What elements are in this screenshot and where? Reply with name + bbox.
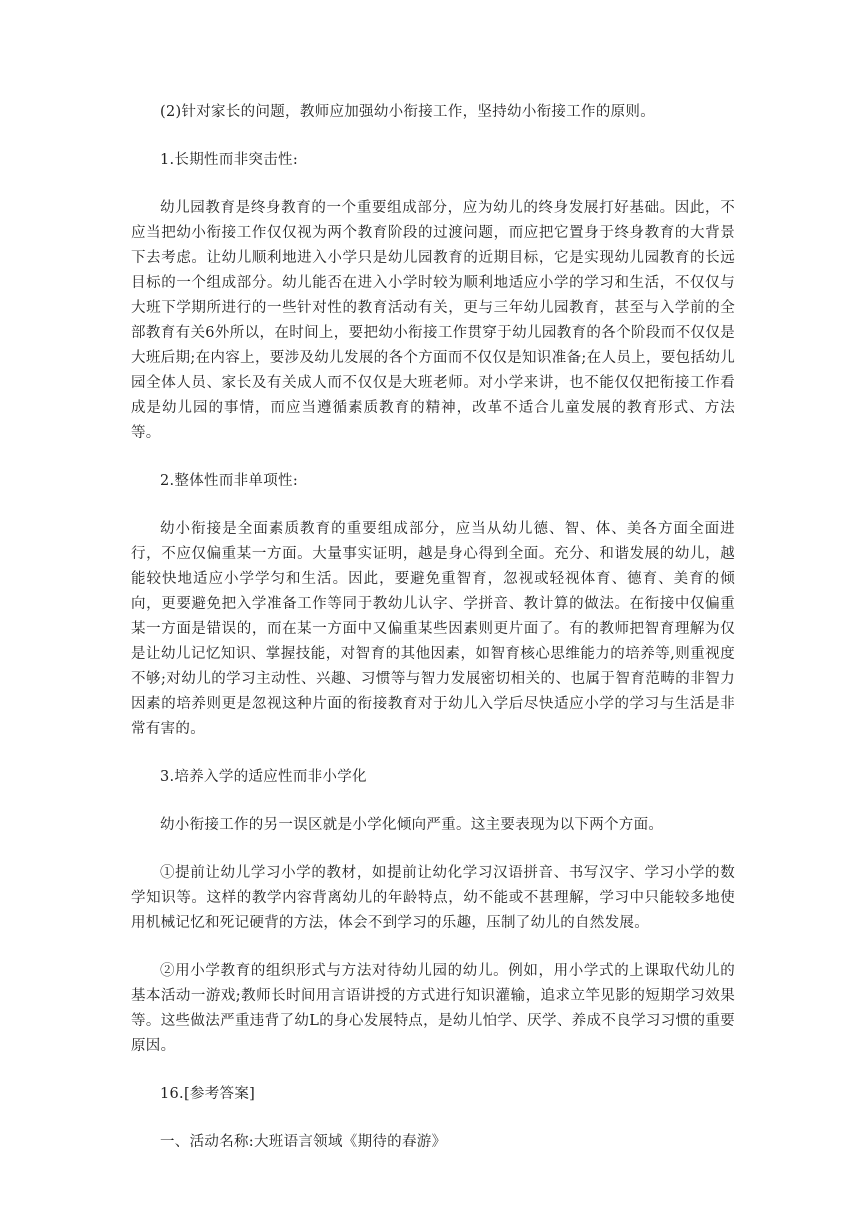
heading-activity-name: 一、活动名称:大班语言领域《期待的春游》: [160, 1134, 447, 1150]
paragraph-holistic: 幼小衔接是全面素质教育的重要组成部分，应当从幼儿德、智、体、美各方面全面进行，不应仅偏重某一方面。大量事实证明，越是身心得到全面。充分、和谐发展的幼儿，越能较快地适应小学学匀和生活。因此，要避免重智育，忽视或轻视体育、德育、美育的倾向，更要避免把入学准备工作等同于教幼儿认字、学拼音、教计算的做法。在衔接中仅偏重某一方面是错误的，而在某一方面中又偏重某些因素则更片面了。有的教师把智育理解为仅是让幼儿记忆知识、掌握技能，对智育的其他因素，如智育核心思维能力的培养等,则重视度不够;对幼儿的学习主动性、兴趣、习惯等与智力发展密切相关的、也属于智育范畴的非智力因素的培养则更是忽视这种片面的衔接教育对于幼儿入学后尽快适应小学的学习与生活是非常有害的。: [131, 521, 735, 737]
heading-holistic: 2.整体性而非单项性:: [160, 473, 299, 489]
heading-long-term: 1.长期性而非突击性:: [160, 152, 299, 168]
heading-adaptability: 3.培养入学的适应性而非小学化: [160, 769, 367, 785]
document-page: [131, 100, 735, 1178]
paragraph-long-term: 幼儿园教育是终身教育的一个重要组成部分，应为幼儿的终身发展打好基础。因此，不应当把幼小衔接工作仅仅视为两个教育阶段的过渡问题，而应把它置身于终身教育的大背景下去考虑。让幼儿顺利地进入小学只是幼儿园教育的近期目标，它是实现幼儿园教育的长远目标的一个组成部分。幼儿能否在进入小学时较为顺利地适应小学的学习和生活，不仅仅与大班下学期所进行的一些针对性的教育活动有关，更与三年幼儿园教育，甚至与入学前的全部教育有关6外所以，在时间上，要把幼小衔接工作贯穿于幼儿园教育的各个阶段而不仅仅是大班后期;在内容上，要涉及幼儿发展的各个方面而不仅仅是知识准备;在人员上，要包括幼儿园全体人员、家长及有关成人而不仅仅是大班老师。对小学来讲，也不能仅仅把衔接工作看成是幼儿园的事情，而应当遵循素质教育的精神，改革不适合儿童发展的教育形式、方法等。: [131, 200, 735, 441]
paragraph-point-one: ①提前让幼儿学习小学的教材，如提前让幼化学习汉语拼音、书写汉字、学习小学的数学知识等。这样的教学内容背离幼儿的年龄特点，幼不能或不甚理解，学习中只能较多地使用机械记忆和死记硬背的方法，体会不到学习的乐趣，压制了幼儿的自然发展。: [131, 865, 735, 931]
heading-reference-answer: 16.[参考答案]: [160, 1086, 256, 1102]
paragraph-point-two: ②用小学教育的组织形式与方法对待幼儿园的幼儿。例如，用小学式的上课取代幼儿的基本活动一游戏;教师长时间用言语讲授的方式进行知识灌输，追求立竿见影的短期学习效果等。这些做法严重违背了幼L的身心发展特点，是幼儿怕学、厌学、养成不良学习习惯的重要原因。: [131, 963, 735, 1054]
paragraph-misconception: 幼小衔接工作的另一误区就是小学化倾向严重。这主要表现为以下两个方面。: [160, 817, 664, 833]
paragraph-parent-measures: (2)针对家长的问题，教师应加强幼小衔接工作，坚持幼小衔接工作的原则。: [160, 104, 656, 120]
